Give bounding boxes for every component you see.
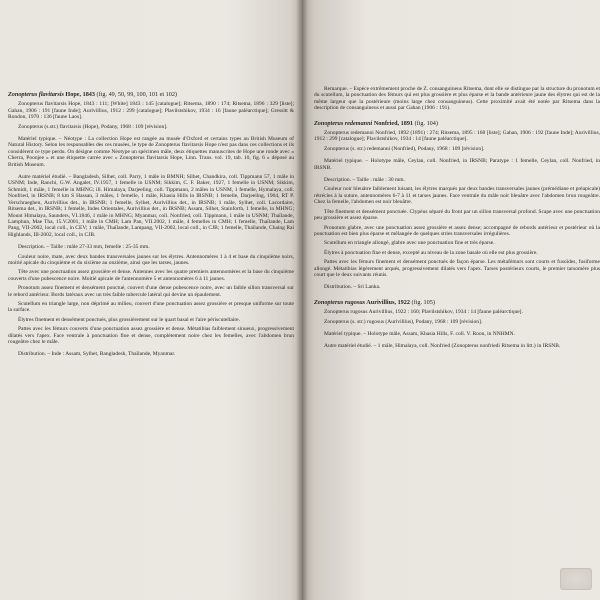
description-paragraph: Couleur noir bleuâtre faiblement luisant, les élytres marqués par deux bandes transversales jaunes (prémédiane et préapicale) rétrécies à la suture, antennomères 6-7 à 11 et tarses jaunes. Face ventrale du mâle noir bleuâtre avec l'abdomen brun rougeâtre. Chez la femelle, l'abdomen est noir bleuâtre. bbox=[314, 186, 600, 206]
synonymy-entry: Zonopterus flavitarsis Hope, 1843 : 111; [White] 1843 : 145 [catalogue]; Ritsema, 1890 : 174; Ritsema, 1896 : 329 [liste]; Gahan, 1906 : 191 [faune Inde]; Aurivillius, 1912 : 299 [catalogue]; Plavilstshikov, 1934 : 16 [faune paléarctique]; Gressitt & Rondon, 1970 : 136 [faune Laos]. bbox=[8, 101, 294, 121]
description-paragraph: Scutellum en triangle large, non déprimé au milieu, couvert d'une ponctuation assez grossière et presque uniforme sur toute la surface. bbox=[8, 300, 294, 314]
description-paragraph: Pattes avec les fémurs couverts d'une ponctuation assez grossière et dense. Métatibias faiblement sinueux, progressivement dilatés vers l'apex. Face ventrale à ponctuation fine et dense, complètement noire chez les femelles, avec l'abdomen brun rougeâtre chez le mâle. bbox=[8, 326, 294, 345]
species-author: Aurivillius, 1922 bbox=[366, 298, 410, 306]
synonymy-entry: Zonopterus (s. str.) rugosus (Aurivillius), Podany, 1968 : 109 [révision]. bbox=[324, 318, 483, 325]
remark-paragraph: Remarque. – Espèce extrêmement proche de Z. consanguineus Ritsema, dont elle se distingue par la structure du pronotum et du scutellum, la ponctuation des fémurs qui est plus grossière et plus éparse et la bande antérieure jaune des élytres qui est de la même largeur que la postérieure (moins large chez consanguineus). Cette proximité avait été notée par Ritsema dans la description de consanguineus et aussi par Gahan (1906 : 191). bbox=[314, 86, 600, 112]
book-gutter bbox=[296, 0, 308, 600]
type-material-paragraph: Matériel typique. – Néotype : La collection Hope est rangée au musée d'Oxford et certains types au British Museum of Natural History. Selon les responsables des ces musées, le type de Zonopterus flavitarsis Hope n'est pas dans ces collections et ils considèrent ce type perdu. On désigne comme Néotype un spécimen mâle, deux étiquettes manuscrites de Hope une ronde avec « Cherra, Poonjee » et une étiquette carrée avec « Zonopterus flavitarsis Hope, Linn. Trans. vol. 19, tab. 10, fig. 6 » déposé au British Museum. bbox=[8, 136, 294, 168]
figure-reference: (fig. 105) bbox=[411, 298, 435, 306]
synonymy-entry: Zonopterus redemanni Nonfried, 1892 (1891) : 274; Ritsema, 1895 : 168 [liste]; Gahan, 1906 : 192 [faune Inde]; Aurivillius, 1912 : 299 [catalogue]; Plavilstshikov, 1934 : 14 [faune paléarctique]. bbox=[314, 130, 600, 143]
description-paragraph: Scutellum en triangle allongé, glabre avec une ponctuation fine et très éparse. bbox=[324, 240, 495, 247]
type-material-paragraph: Matériel typique. – Holotype mâle, Assam, Khasia Hills, F. coll. V. Roon, in NNHMN. bbox=[324, 330, 515, 337]
right-page bbox=[302, 0, 600, 600]
synonymy-entry: Zonopterus rugosus Aurivillius, 1922 : 160; Plavilstshikov, 1934 : 14 [faune paléarctique]. bbox=[324, 309, 523, 316]
description-paragraph: Pronotum glabre, avec une ponctuation assez grossière et assez dense; accompagné de rebords antérieur et postérieur où la ponctuation est bien plus éparse et mêlangée de quelques stries transversales irrégulières. bbox=[314, 224, 600, 237]
studied-material-paragraph: Autre matériel étudié. – Bangladesh, Silhet, coll. Parry, 1 mâle in BMNH; Silhet, Chandkira, coll. Tippmann 57, 1 mâle in USNM; Inde, Ranchi, G.W. Angalet, IV.1957, 1 femelle in USNM; Sikkim, C. F. Baker, 1927, 1 femelle in USNM; Sikkim, Schmidt, 1 mâle, 1 femelle in MHNG; ill. Himalaya, Darjeeling, coll. Tippmann, 2 mâles in USNM, 1 femelle, Hymalaya, coll. Nonfried, in IRSNB; 8 km S Hassan, 3 mâles, 1 femelle, 1 mâle, Khasia Hills in IRSNB; 1 femelle, Darjeeling, 1904, RT P. Verschraeghen, Aurivillius det., in IRSNB; 1 femelle, Sylhet, Aurivillius det., in IRSNB; 1 mâle, Sylhet, coll. Lacordaire, Ritsema det., in IRSNB; 1 femelle, Indes Orientales, Aurivillius det., in IRSNB; Assam, Silhet, Stainforth, 1 femelle, in MHNG; Mount Himalaya, Saunders, VI.1846, 1 mâle in MHNG; Myanmar, coll. Nonfried, coll. Tippmann, 1 mâle in USNM; Thaïlande, Lamphun, Mae Tha, 15.V.2001, 1 mâle in CMH; Lam Pan, VII.2002, 1 mâle, 4 femelles in CMH; 1 femelle, Thaïlande, Lam Pang, VII-2002, local coll., in CEV; 1 mâle, Thaïlande, Lampang, VII-2002, local coll., in CJB; 1 femelle, Thaïlande, Chaing Rai Highlands, III-2002, local coll., in CJB. bbox=[8, 174, 294, 238]
description-paragraph: Élytres finement et densément ponctués, plus grossièrement sur le quart basal et l'aire périscutellaire. bbox=[18, 316, 240, 323]
description-paragraph: Élytres à ponctuation fine et dense, excepté au niveau de la zone basale où elle est plus grossière. bbox=[324, 249, 538, 256]
species-name: Zonopterus redemanni bbox=[314, 119, 373, 127]
species-heading-flavitarsis bbox=[8, 92, 294, 98]
description-paragraph: Pattes avec les fémurs finement et densément ponctués de façon éparse. Les métafémurs sont courts et fusoïdes, fusiforme allongé. Métatibias légèrement arqués, progressivement dilatés vers l'apex. Tarses postérieurs courts, le premier tarsomère plus court que le deux suivants réunis. bbox=[314, 259, 600, 278]
figure-reference: (fig. 104) bbox=[414, 119, 438, 127]
studied-material-paragraph: Autre matériel étudié. – 1 mâle, Himalaya, coll. Nonfried (Zonopterus nonfriedi Ritsema in litt.) in IRSNB. bbox=[324, 343, 561, 350]
distribution-paragraph: Distribution. – Inde : Assam, Sylhet, Bangladesh, Thaïlande, Myanmar. bbox=[18, 351, 176, 358]
species-name: Zonopterus flavitarsis bbox=[8, 91, 64, 98]
species-name: Zonopterus rugosus bbox=[314, 298, 366, 306]
description-size: Description. – Taille : mâle : 30 mm. bbox=[324, 177, 405, 184]
figure-reference: (fig. 49, 50, 99, 100, 101 et 102) bbox=[96, 91, 177, 98]
species-author: Nonfried, 1891 bbox=[373, 119, 414, 127]
description-paragraph: Couleur noire, mate, avec deux bandes transversales jaunes sur les élytres. Antennomères 1 à 4 et base du cinquième noirs, moitié apicale du cinquième et du sixième au onzième, ainsi que les tarses, jaunes. bbox=[8, 253, 294, 266]
description-paragraph: Tête avec une ponctuation assez grossière et dense. Antennes avec les quatre premiers antennomères et la base du cinquième couverts d'une pubescence noire. Moitié apicale de l'antennomère 5 et antennomères 6 à 11 jaunes. bbox=[8, 269, 294, 282]
species-heading-redemanni bbox=[314, 121, 600, 127]
synonymy-entry: Zonopterus (s.str.) flavitarsis (Hope), Podany, 1968 : 109 [révision]. bbox=[18, 123, 168, 130]
synonymy-entry: Zonopterus (s. str.) redemanni (Nonfried), Podany, 1968 : 109 [révision]. bbox=[324, 145, 485, 152]
library-stamp bbox=[560, 568, 592, 590]
type-material-paragraph: Matériel typique. – Holotype mâle, Ceylan, coll. Nonfried, in IRSNB; Paratype : 1 femelle, Ceylan, coll. Nonfried, in IRSNB. bbox=[314, 158, 600, 171]
description-paragraph: Pronotum assez finement et densément ponctué, couvert d'une dense pubescence noire, avec un faible sillon transversal sur le rebord antérieur. Bords latéraux avec un très faible tubercule latéral qui devine un épaulement. bbox=[8, 285, 294, 298]
description-paragraph: Tête finement et densément ponctuée. Clypéus séparé du front par un sillon transversal profond. Scape avec une ponctuation peu grossière et assez éparse. bbox=[314, 208, 600, 222]
species-author: Hope, 1843 bbox=[65, 91, 95, 98]
description-size: Description. – Taille : mâle 27-33 mm, femelle : 25-35 mm. bbox=[18, 244, 150, 251]
species-heading-rugosus bbox=[314, 300, 600, 306]
distribution-paragraph: Distribution. – Sri Lanka. bbox=[324, 284, 381, 291]
